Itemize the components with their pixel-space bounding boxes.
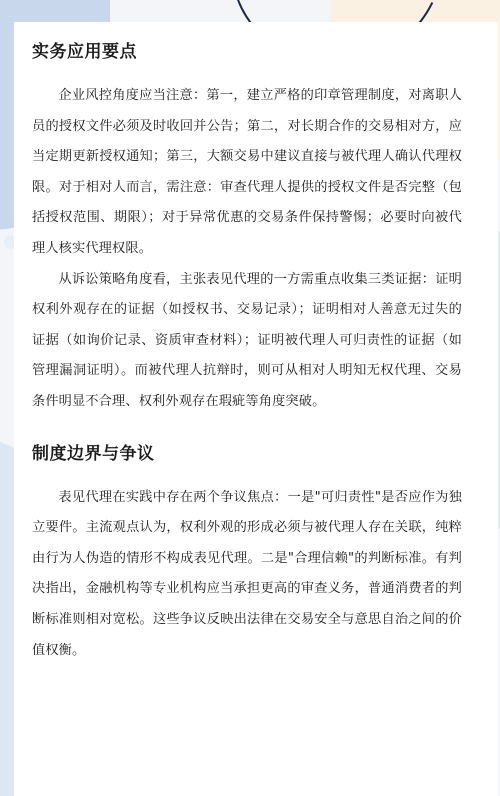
section-title-boundaries: 制度边界与争议	[32, 443, 155, 464]
section-title-practice: 实务应用要点	[32, 42, 137, 62]
paragraph-disputes: 表见代理在实践中存在两个争议焦点：一是"可归责性"是否应作为独立要件。主流观点认为，权利外观的形成必须与被代理人存在关联，纯粹由行为人伪造的情形不构成表见代理。二是"合理信赖"的判断标准。有判决指出，金融机构等专业机构应当承担更高的审查义务，普通消费者的判断标准则相对宽松。这些争议反映出法律在交易安全与意思自治之间的价值权衡。	[32, 489, 462, 658]
paragraph-litigation-strategy: 从诉讼策略角度看，主张表见代理的一方需重点收集三类证据：证明权利外观存在的证据（如授权书、交易记录）；证明相对人善意无过失的证据（如询价记录、资质审查材料）；证明被代理人可归责性的证据（如管理漏洞证明）。而被代理人抗辩时，则可从相对人明知无权代理、交易条件明显不合理、权利外观存在瑕疵等角度突破。	[32, 271, 462, 409]
article-content	[32, 40, 462, 666]
paragraph-risk-control: 企业风控角度应当注意：第一，建立严格的印章管理制度，对离职人员的授权文件必须及时收回并公告；第二，对长期合作的交易相对方，应当定期更新授权通知；第三，大额交易中建议直接与被代理人确认代理权限。对于相对人而言，需注意：审查代理人提供的授权文件是否完整（包括授权范围、期限）；对于异常优惠的交易条件保持警惕；必要时向被代理人核实代理权限。	[32, 88, 462, 256]
